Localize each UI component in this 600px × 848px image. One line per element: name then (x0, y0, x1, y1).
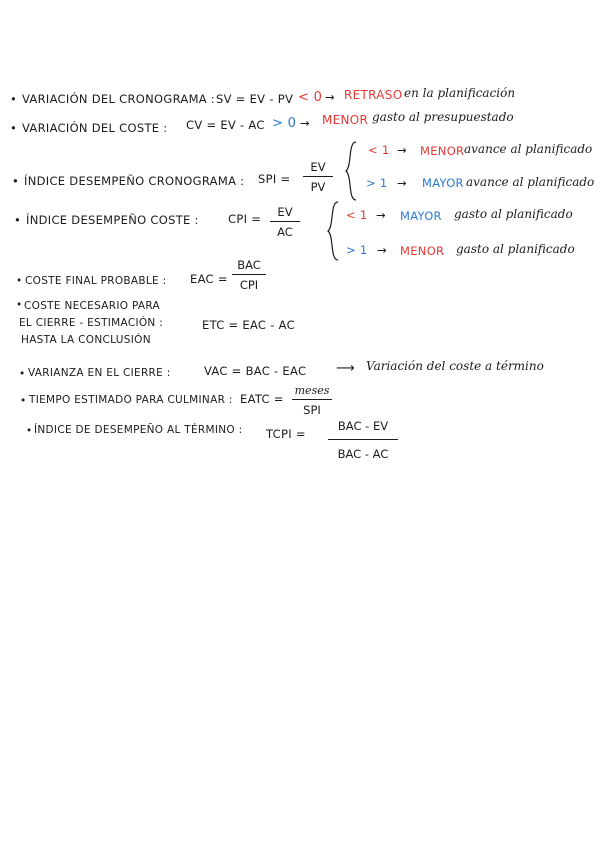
cpi-brace (326, 200, 340, 262)
tcpi-denominator: BAC - AC (337, 447, 389, 461)
vac-label: VARIANZA EN EL CIERRE : (28, 367, 171, 379)
tcpi-numerator: BAC - EV (328, 419, 398, 440)
vac-result-rest: Variación del coste a término (366, 359, 544, 373)
bullet: • (26, 425, 33, 437)
arrow-icon: → (300, 116, 310, 130)
bullet: • (14, 213, 22, 227)
cpi-case-less-rest: gasto al planificado (454, 207, 573, 221)
spi-case-less-rest: avance al planificado (464, 142, 593, 156)
cpi-case-greater-rest: gasto al planificado (456, 242, 575, 256)
bullet: • (10, 92, 18, 106)
vac-formula: VAC = BAC - EAC (204, 364, 307, 378)
arrow-icon: → (397, 143, 407, 157)
tcpi-lhs: TCPI = (266, 427, 306, 441)
bullet: • (19, 368, 26, 380)
bullet: • (10, 121, 18, 135)
spi-case-greater-result: MAYOR (422, 176, 464, 190)
cv-result: MENOR (322, 113, 369, 127)
spi-denominator: PV (310, 180, 326, 194)
cv-formula: CV = EV - AC (186, 118, 265, 132)
spi-case-greater-rest: avance al planificado (466, 175, 595, 189)
cpi-case-greater-result: MENOR (400, 244, 445, 258)
arrow-icon: → (325, 90, 335, 104)
cpi-denominator: AC (277, 225, 293, 239)
spi-numerator: EV (303, 160, 333, 177)
eatc-fraction (292, 384, 332, 417)
spi-label: ÍNDICE DESEMPEÑO CRONOGRAMA : (24, 174, 245, 188)
eatc-numerator: meses (292, 384, 332, 400)
cpi-numerator: EV (270, 205, 300, 222)
eac-numerator: BAC (232, 258, 266, 275)
arrow-icon: → (397, 176, 407, 190)
bullet: • (12, 174, 20, 188)
arrow-icon: → (376, 208, 386, 222)
cpi-case-less-cond: < 1 (346, 208, 368, 222)
spi-case-greater-cond: > 1 (366, 176, 388, 190)
tcpi-fraction (328, 419, 398, 461)
eac-fraction (232, 258, 266, 292)
etc-label-line-2: EL CIERRE - ESTIMACIÓN : (19, 317, 164, 329)
spi-fraction (303, 160, 333, 194)
sv-formula: SV = EV - PV (216, 92, 294, 106)
bullet: • (16, 299, 23, 311)
cpi-lhs: CPI = (228, 212, 262, 226)
spi-lhs: SPI = (258, 172, 291, 186)
eatc-lhs: EATC = (240, 392, 284, 406)
cv-result-rest: gasto al presupuestado (372, 110, 514, 124)
etc-label-line-1: COSTE NECESARIO PARA (24, 300, 161, 312)
cpi-label: ÍNDICE DESEMPEÑO COSTE : (26, 213, 199, 227)
eac-label: COSTE FINAL PROBABLE : (25, 275, 167, 287)
eatc-denominator: SPI (303, 403, 321, 417)
cpi-fraction (270, 205, 300, 239)
bullet: • (20, 395, 27, 407)
cpi-case-greater-cond: > 1 (346, 243, 368, 257)
spi-brace (344, 140, 358, 202)
etc-label-line-3: HASTA LA CONCLUSIÓN (21, 334, 151, 346)
eatc-label: TIEMPO ESTIMADO PARA CULMINAR : (29, 394, 233, 406)
arrow-icon: → (377, 243, 387, 257)
sv-label: VARIACIÓN DEL CRONOGRAMA : (22, 92, 216, 106)
tcpi-label: ÍNDICE DE DESEMPEÑO AL TÉRMINO : (34, 424, 243, 436)
bullet: • (16, 275, 23, 287)
cv-label: VARIACIÓN DEL COSTE : (22, 121, 168, 135)
sv-condition: < 0 (298, 90, 323, 105)
sv-result-rest: en la planificación (404, 86, 516, 100)
cpi-case-less-result: MAYOR (400, 209, 442, 223)
spi-case-less-result: MENOR (420, 144, 465, 158)
sv-result: RETRASO (344, 88, 403, 102)
spi-case-less-cond: < 1 (368, 143, 390, 157)
cv-condition: > 0 (272, 116, 297, 131)
etc-formula: ETC = EAC - AC (202, 318, 295, 332)
eac-denominator: CPI (239, 278, 259, 292)
eac-lhs: EAC = (190, 272, 228, 286)
arrow-icon: ⟶ (336, 361, 355, 376)
